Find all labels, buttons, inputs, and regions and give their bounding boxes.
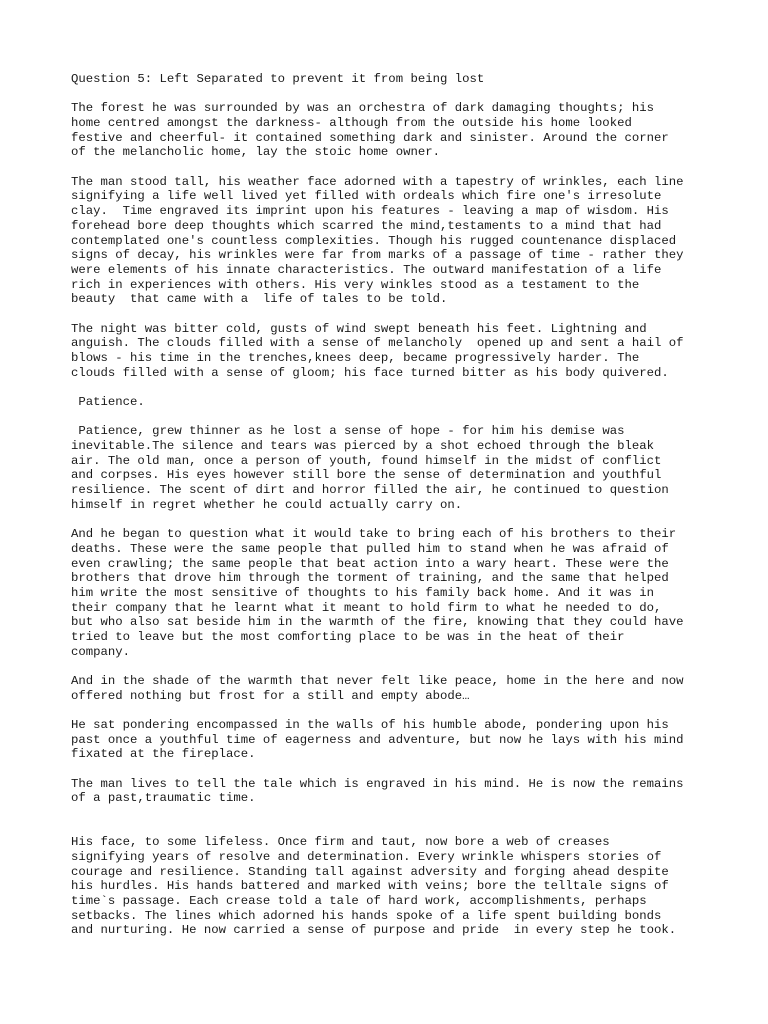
paragraph-patience-heading: Patience. (71, 395, 145, 410)
paragraph-brothers: And he began to question what it would take to bring each of his brothers to their deaths. These were the same people that pulled him to stand when he was afraid of even crawling; the same people that beat action into a wary heart. These were the brothers that drove him through the torment of training, and the same that helped him write the most sensitive of thoughts to his family back home. And it was in their company that he learnt what it meant to hold firm to what he needed to do, but who also sat beside him in the warmth of the fire, knowing that they could have tried to leave but the most comforting place to be was in the heat of their company. (71, 527, 684, 659)
paragraph-his-face: His face, to some lifeless. Once firm and taut, now bore a web of creases signifying years of resolve and determination. Every wrinkle whispers stories of courage and resilience. Standing tall against adversity and forging ahead despite his hurdles. His hands battered and marked with veins; bore the telltale signs of time`s passage. Each crease told a tale of hard work, accomplishments, perhaps setbacks. The lines which adorned his hands spoke of a life spent building bonds and nurturing. He now carried a sense of purpose and pride in every step he took. (71, 835, 677, 938)
paragraph-man-stood-tall: The man stood tall, his weather face adorned with a tapestry of wrinkles, each line signifying a life well lived yet filled with ordeals which fire one's irresolute clay. Time engraved its imprint upon his features - leaving a map of wisdom. His forehead bore deep thoughts which scarred the mind,testaments to a mind that had contemplated one's countless complexities. Though his rugged countenance displaced signs of decay, his wrinkles were far from marks of a passage of time - rather they were elements of his innate characteristics. The outward manifestation of a life rich in experiences with others. His very winkles stood as a testament to the beauty that came with a life of tales to be told. (71, 174, 684, 307)
paragraph-forest: The forest he was surrounded by was an orchestra of dark damaging thoughts; his home centred amongst the darkness- although from the outside his home looked festive and cheerful- it contained something dark and sinister. Around the corner of the melancholic home, lay the stoic home owner. (71, 101, 669, 160)
document-page (71, 72, 731, 953)
paragraph-sat-pondering: He sat pondering encompassed in the walls of his humble abode, pondering upon his past once a youthful time of eagerness and adventure, but now he lays with his mind fixated at the fireplace. (71, 718, 684, 762)
document-title: Question 5: Left Separated to prevent it from being lost (71, 72, 485, 86)
paragraph-shade-of-warmth: And in the shade of the warmth that never felt like peace, home in the here and now offered nothing but frost for a still and empty abode… (71, 674, 684, 703)
paragraph-lives-to-tell: The man lives to tell the tale which is engraved in his mind. He is now the remains of a past,traumatic time. (71, 776, 684, 806)
paragraph-night-bitter-cold: The night was bitter cold, gusts of wind swept beneath his feet. Lightning and anguish. The clouds filled with a sense of melancholy opened up and sent a hail of blows - his time in the trenches,knees deep, became progressively harder. The clouds filled with a sense of gloom; his face turned bitter as his body quivered. (71, 321, 684, 380)
paragraph-patience-thinner: Patience, grew thinner as he lost a sense of hope - for him his demise was inevitable.The silence and tears was pierced by a shot echoed through the bleak air. The old man, once a person of youth, found himself in the midst of conflict and corpses. His eyes however still bore the sense of determination and youthful resilience. The scent of dirt and horror filled the air, he continued to question himself in regret whether he could actually carry on. (71, 424, 669, 512)
